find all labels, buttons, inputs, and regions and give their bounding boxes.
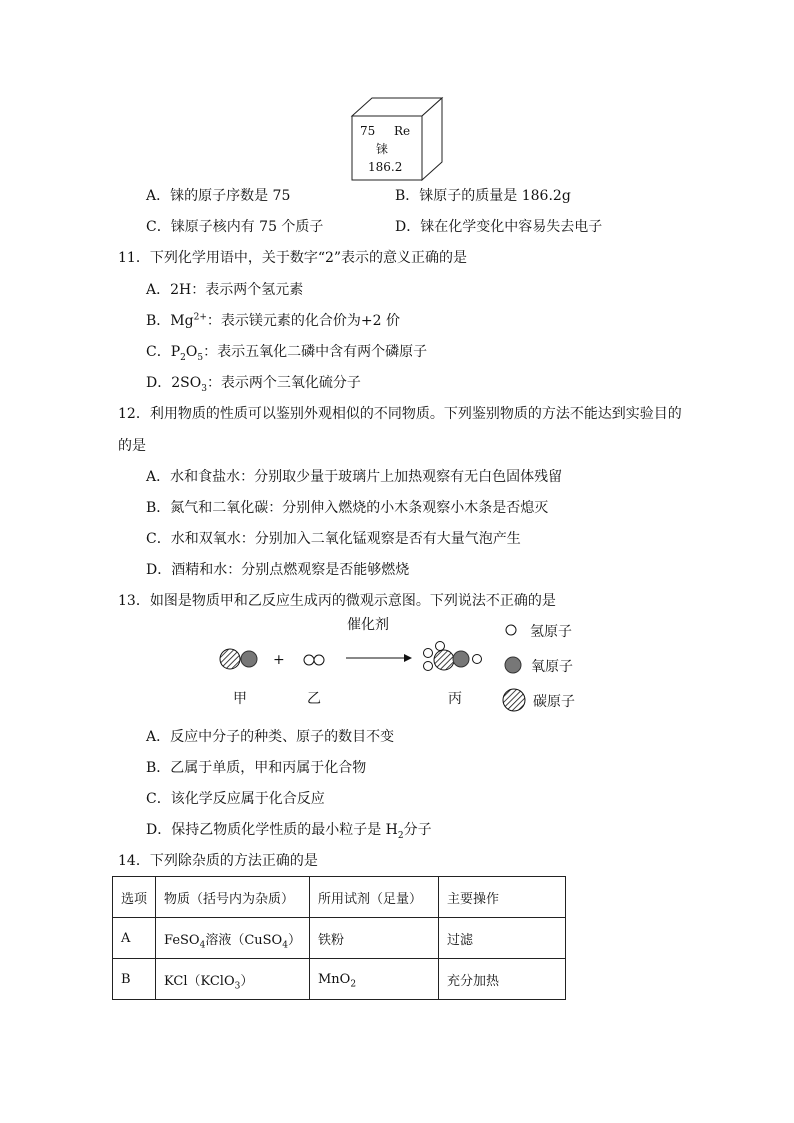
arrow-head xyxy=(404,654,412,662)
q12-option-a: A．水和食盐水：分别取少量于玻璃片上加热观察有无白色固体残留 xyxy=(146,469,563,485)
element-symbol: Re xyxy=(394,124,411,138)
q12-option-d: D．酒精和水：分别点燃观察是否能够燃烧 xyxy=(146,562,410,578)
q11-option-b: B．$Mg^{2+}$：表示镁元素的化合价为+2 价 xyxy=(146,312,400,329)
element-card xyxy=(348,96,444,182)
table-header-row xyxy=(113,877,566,918)
molecule-yi xyxy=(304,655,324,665)
row-b-substance: KCl（KClO$_3$） xyxy=(156,959,310,1000)
q11-option-d: D．$2SO_3$：表示两个三氧化硫分子 xyxy=(146,375,361,394)
header-option: 选项 xyxy=(113,877,156,918)
row-a-operation: 过滤 xyxy=(438,918,565,959)
header-operation: 主要操作 xyxy=(438,877,565,918)
label-jia: 甲 xyxy=(233,691,247,707)
row-a-option: A xyxy=(113,918,156,959)
plus-sign: + xyxy=(273,652,285,668)
label-yi: 乙 xyxy=(307,691,321,707)
header-reagent: 所用试剂（足量） xyxy=(309,877,438,918)
q12-stem-line2: 的是 xyxy=(118,438,146,454)
q11-option-a: A．2H：表示两个氢元素 xyxy=(146,282,304,298)
row-b-operation: 充分加热 xyxy=(438,959,565,1000)
q10-option-d: D．铼在化学变化中容易失去电子 xyxy=(395,219,603,235)
q11-stem: 11．下列化学用语中，关于数字“2”表示的意义正确的是 xyxy=(118,250,468,266)
legend-hydrogen-symbol xyxy=(506,625,516,635)
element-name: 铼 xyxy=(376,142,389,156)
atomic-mass: 186.2 xyxy=(368,160,403,174)
row-b-option: B xyxy=(113,959,156,1000)
legend-oxygen-symbol xyxy=(505,657,521,673)
q10-option-a: A．铼的原子序数是 75 xyxy=(146,188,291,204)
legend-carbon-symbol xyxy=(503,689,525,711)
q13-stem: 13．如图是物质甲和乙反应生成丙的微观示意图。下列说法不正确的是 xyxy=(118,593,556,609)
q12-option-c: C．水和双氧水：分别加入二氧化锰观察是否有大量气泡产生 xyxy=(146,531,521,547)
row-b-reagent: MnO$_2$ xyxy=(309,959,438,1000)
row-a-substance: FeSO$_4$溶液（CuSO$_4$） xyxy=(156,918,310,959)
reaction-diagram xyxy=(200,615,600,715)
q12-stem-line1: 12．利用物质的性质可以鉴别外观相似的不同物质。下列鉴别物质的方法不能达到实验目的 xyxy=(118,406,682,422)
molecule-bing xyxy=(424,642,482,671)
table-row xyxy=(113,918,566,959)
molecule-jia xyxy=(220,649,257,669)
label-bing: 丙 xyxy=(448,691,462,707)
catalyst-label: 催化剂 xyxy=(347,617,389,633)
legend-oxygen: 氧原子 xyxy=(531,659,573,675)
q13-option-d: D．保持乙物质化学性质的最小粒子是 $H_2$分子 xyxy=(146,822,432,841)
q10-option-b: B．铼原子的质量是 186.2g xyxy=(395,188,571,204)
q14-stem: 14．下列除杂质的方法正确的是 xyxy=(118,853,318,869)
q12-option-b: B．氮气和二氧化碳：分别伸入燃烧的小木条观察小木条是否熄灭 xyxy=(146,500,549,516)
legend-hydrogen: 氢原子 xyxy=(530,624,572,640)
q11-option-c: C．$P_2O_5$：表示五氧化二磷中含有两个磷原子 xyxy=(146,344,428,363)
q10-option-c: C．铼原子核内有 75 个质子 xyxy=(146,219,324,235)
impurity-removal-table xyxy=(112,876,566,1000)
header-substance: 物质（括号内为杂质） xyxy=(156,877,310,918)
table-row xyxy=(113,959,566,1000)
q13-option-c: C．该化学反应属于化合反应 xyxy=(146,791,325,807)
q13-option-b: B．乙属于单质，甲和丙属于化合物 xyxy=(146,760,367,776)
q13-option-a: A．反应中分子的种类、原子的数目不变 xyxy=(146,729,395,745)
atomic-number: 75 xyxy=(360,124,376,138)
row-a-reagent: 铁粉 xyxy=(309,918,438,959)
legend-carbon: 碳原子 xyxy=(533,694,575,710)
